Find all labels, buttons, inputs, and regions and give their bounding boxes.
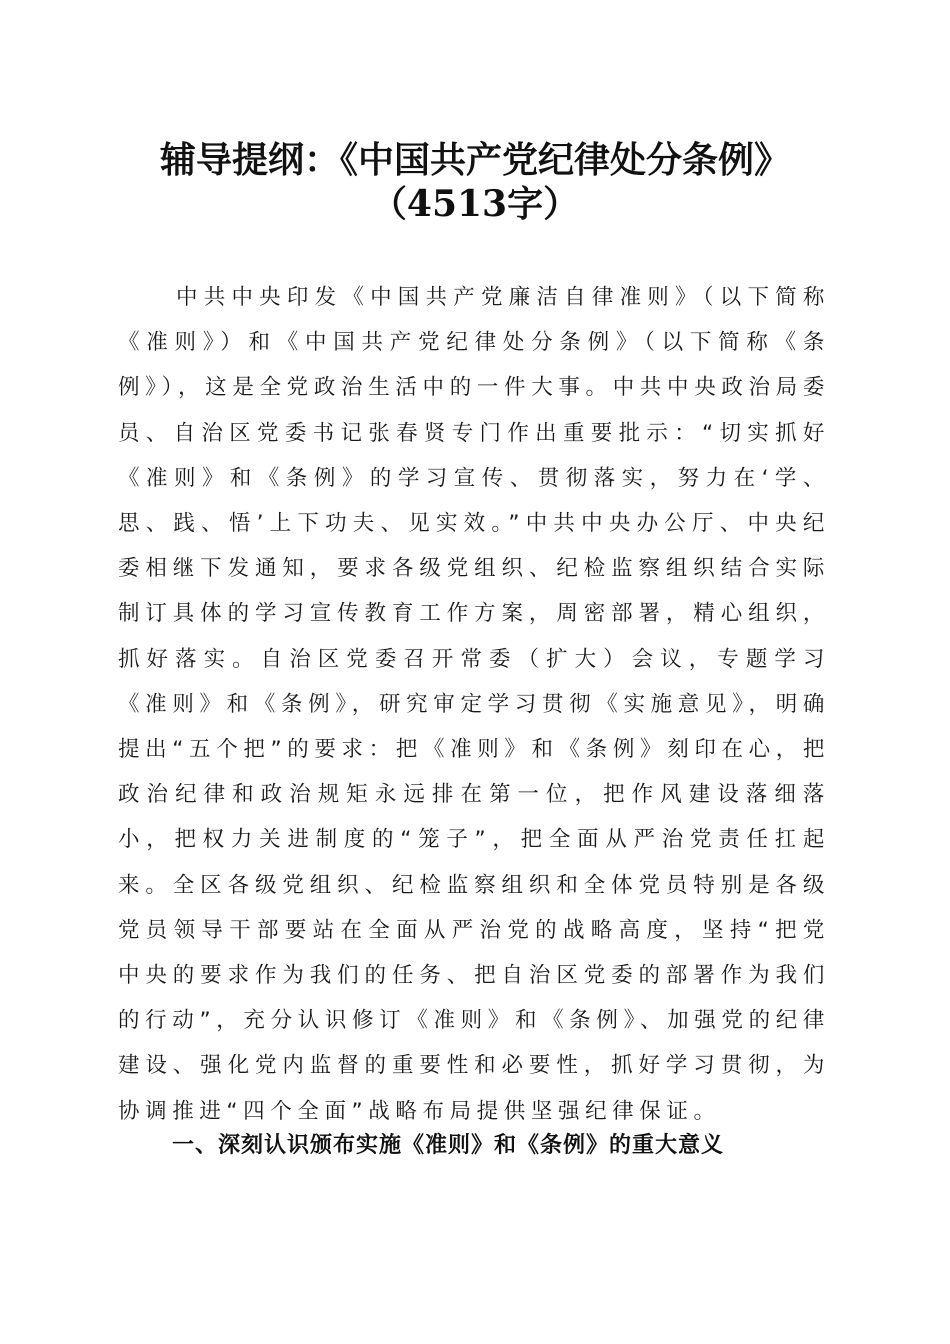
document-title-word-count: （4513字） — [370, 183, 580, 225]
intro-paragraph: 中共中央印发《中国共产党廉洁自律准则》（以下简称《准则》）和《中国共产党纪律处分条例》（以下简称《条例》），这是全党政治生活中的一件大事。中共中央政治局委员、自治区党委书记张春贤专门作出重要批示：“切实抓好《准则》和《条例》的学习宣传、贯彻落实，努力在‘学、思、践、悟’上下功夫、见实效。”中共中央办公厅、中央纪委相继下发通知，要求各级党组织、纪检监察组织结合实际制订具体的学习宣传教育工作方案，周密部署，精心组织，抓好落实。自治区党委召开常委（扩大）会议，专题学习《准则》和《条例》，研究审定学习贯彻《实施意见》，明确提出“五个把”的要求：把《准则》和《条例》刻印在心，把政治纪律和政治规矩永远排在第一位，把作风建设落细落小，把权力关进制度的“笼子”，把全面从严治党责任扛起来。全区各级党组织、纪检监察组织和全体党员特别是各级党员领导干部要站在全面从严治党的战略高度，坚持“把党中央的要求作为我们的任务、把自治区党委的部署作为我们的行动”，充分认识修订《准则》和《条例》、加强党的纪律建设、强化党内监督的重要性和必要性，抓好学习贯彻，为协调推进“四个全面”战略布局提供坚强纪律保证。 — [118, 285, 830, 1124]
section-heading: 一、深刻认识颁布实施《准则》和《条例》的重大意义 — [172, 1133, 725, 1158]
document-title: 辅导提纲：《中国共产党纪律处分条例》 — [159, 139, 790, 181]
